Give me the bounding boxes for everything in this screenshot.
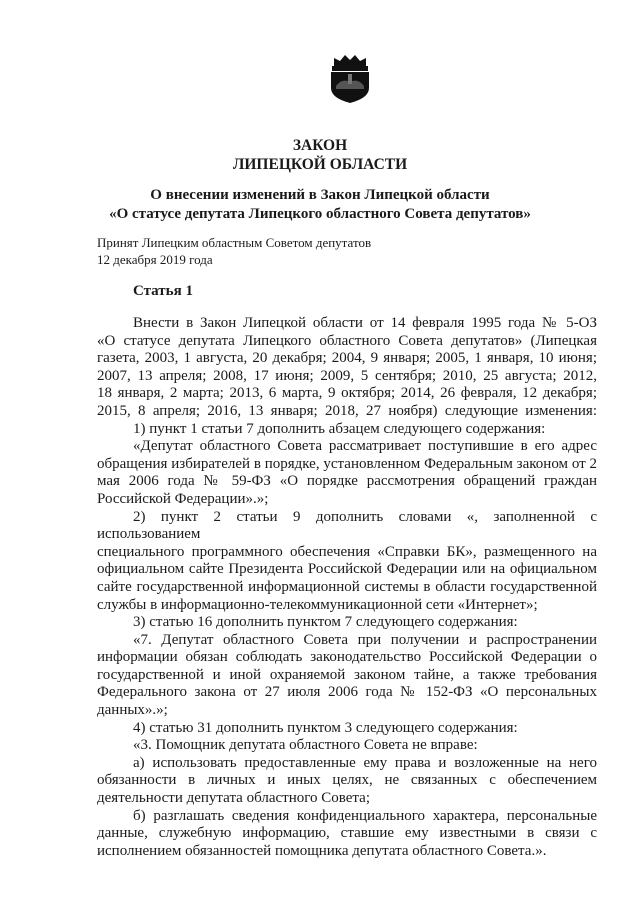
body-line: 4) статью 31 дополнить пунктом 3 следующего содержания: [133,719,518,736]
body-line: государственной и иной охраняемой законом тайне, а также требования [97,666,597,683]
article-heading: Статья 1 [133,283,193,299]
body-line: 1) пункт 1 статьи 7 дополнить абзацем следующего содержания: [133,420,546,437]
body-line: «Депутат областного Совета рассматривает поступившие в его адрес [133,438,597,455]
adopted-date: 12 декабря 2019 года [97,252,213,267]
body-line: обязанности в личных и иных целях, не связанных с обеспечением [97,772,597,789]
body-line: «7. Депутат областного Совета при получении и распространении [133,631,597,648]
body-line: официальном сайте Президента Российской Федерации или на официальном [97,561,597,578]
article-body [97,315,597,860]
body-line: деятельности депутата областного Совета; [97,790,370,807]
body-line: газета, 2003, 1 августа, 20 декабря; 2004, 9 января; 2005, 1 января, 10 июня; [97,350,597,367]
body-line: 18 января, 2 марта; 2013, 6 марта, 9 октября; 2014, 26 февраля, 12 декабря; [97,385,597,402]
body-line: а) использовать предоставленные ему права и возложенные на него [133,754,597,771]
body-line: «3. Помощник депутата областного Совета не вправе: [133,737,478,754]
body-line: данные, служебную информацию, ставшие ему известными в связи с [97,825,597,842]
body-line: Внести в Закон Липецкой области от 14 февраля 1995 года № 5-ОЗ [133,315,597,331]
body-line: исполнением обязанностей помощника депутата областного Совета.». [97,842,547,859]
coat-of-arms-icon [326,52,374,104]
body-line: 3) статью 16 дополнить пунктом 7 следующего содержания: [133,614,518,631]
adopted-by: Принят Липецким областным Советом депутатов [97,235,372,250]
region-name: ЛИПЕЦКОЙ ОБЛАСТИ [232,156,408,173]
body-line: Федерального закона от 27 июля 2006 года № 152-ФЗ «О персональных [97,684,597,701]
body-line: 2015, 8 апреля; 2016, 13 января; 2018, 27 ноября) следующие изменения: [97,402,597,419]
body-line: обращения избирателей в порядке, установленном Федеральным законом от 2 [97,455,597,472]
body-line: «О статусе депутата Липецкого областного Совета депутатов» (Липецкая [97,332,597,349]
body-line: данных».»; [97,702,168,719]
body-line: 2) пункт 2 статьи 9 дополнить словами «, заполненной с использованием [97,508,597,543]
law-title-line-1: О внесении изменений в Закон Липецкой области [150,187,490,203]
body-line: б) разглашать сведения конфиденциального характера, персональные [133,807,597,824]
body-line: службы в информационно-телекоммуникационной сети «Интернет»; [97,596,538,613]
law-title-line-2: «О статусе депутата Липецкого областного Совета депутатов» [109,206,531,222]
body-line: мая 2006 года № 59-ФЗ «О порядке рассмотрения обращений граждан [97,473,597,490]
body-line: информации обязан соблюдать законодательство Российской Федерации о [97,649,597,666]
body-line: сайте государственной информационной системы в области государственной [97,578,597,595]
body-line: специального программного обеспечения «Справки БК», размещенного на [97,543,597,560]
law-label: ЗАКОН [292,137,348,154]
body-line: 2007, 13 апреля; 2008, 17 июня; 2009, 5 сентября; 2010, 25 августа; 2012, [97,367,597,384]
body-line: Российской Федерации».»; [97,490,269,507]
